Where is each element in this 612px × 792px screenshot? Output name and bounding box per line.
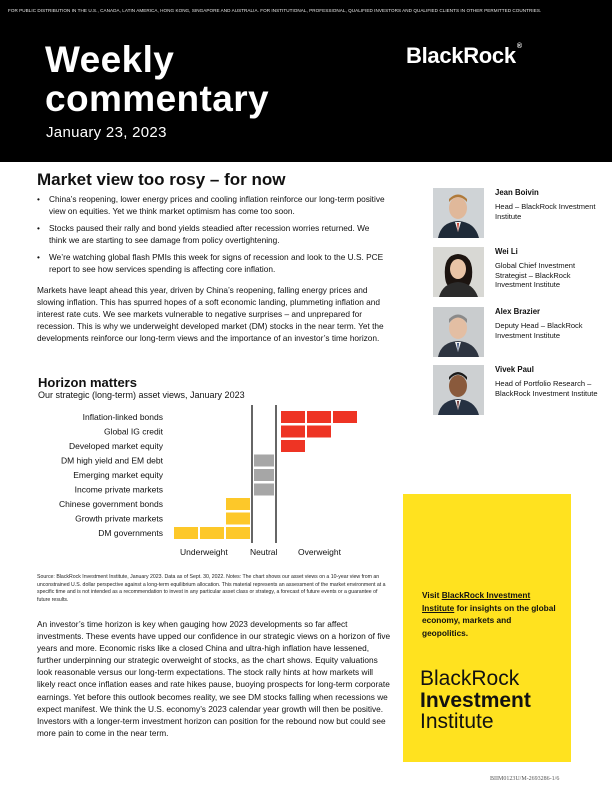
logo-line-1: BlackRock — [420, 667, 520, 690]
key-point: • China’s reopening, lower energy prices and cooling inflation reinforce our long-term positive view on equities. Yet we think market optimism has come too soon. — [37, 194, 389, 217]
body-paragraph: An investor’s time horizon is key when gauging how 2023 developments so far affect investments. These events have upped our confidence in our strategic views on a horizon of five years and more. Economic risks like a closed China and ultra-high inflation have lessened, further underpinning our strategic overweight of stocks, as the chart shows. Equity valuations look reasonable versus our long-term expectations. The stock rally hints at how markets will likely react once inflation eases and rate hikes pause, buoying prospects for long-term corporate earnings. Yet before this outlook becomes reality, we see DM stocks falling when recessions we expect manifest. We think the U.S. economy’s 2023 calendar year growth will then be positive. Investors with a longer-term investment horizon can position for the rebound now but could see more pain to come in the near term. — [37, 619, 391, 738]
underweight-axis-label: Underweight — [180, 547, 228, 557]
author-photo — [433, 365, 484, 415]
title-line-2: commentary — [45, 78, 270, 119]
category-label: Inflation-linked bonds — [82, 412, 163, 422]
chart-title: Horizon matters — [38, 375, 137, 390]
overweight-bar — [281, 440, 305, 452]
category-label: DM governments — [98, 528, 163, 538]
publication-date: January 23, 2023 — [46, 124, 167, 141]
underweight-bar — [226, 498, 250, 510]
overweight-bar — [307, 426, 331, 438]
promo-prefix: Visit — [422, 590, 442, 600]
author-card — [433, 188, 603, 238]
asset-views-chart — [30, 405, 360, 565]
author-role: Head – BlackRock Investment Institute — [495, 202, 596, 221]
portrait-icon — [433, 365, 484, 415]
overweight-bar — [307, 411, 331, 423]
chart-source-note: Source: BlackRock Investment Institute, January 2023. Data as of Sept. 30, 2022. Notes: The chart shows our asset views on a 10-year view from an unconstrained U.S. dollar perspective against a long-term equilibrium allocation. This material represents an assessment of the market environment at a specific time and is not intended as a recommendation to invest in any particular asset class or strategy, a forecast of future events or a guarantee of future results. — [37, 574, 386, 603]
author-name: Jean Boivin — [495, 188, 539, 197]
distribution-disclaimer: FOR PUBLIC DISTRIBUTION IN THE U.S., CANADA, LATIN AMERICA, HONG KONG, SINGAPORE AND AUSTRALIA. FOR INSTITUTIONAL, PROFESSIONAL, QUALIFIED INVESTORS AND QUALIFIED CLIENTS IN OTHER PERMITTED COUNTRIES. — [8, 8, 542, 13]
underweight-bar — [226, 513, 250, 525]
key-point: • We’re watching global flash PMIs this week for signs of recession and look to the U.S. PCE report to see how services spending is affecting core inflation. — [37, 252, 389, 275]
registered-mark: ® — [516, 43, 522, 50]
key-points-list — [37, 194, 389, 281]
category-label: Growth private markets — [75, 513, 163, 524]
category-label: Global IG credit — [103, 426, 163, 437]
author-card — [433, 365, 603, 415]
author-name: Vivek Paul — [495, 365, 534, 374]
portrait-icon — [433, 188, 484, 238]
page-title — [45, 40, 269, 118]
underweight-bar — [226, 527, 250, 539]
category-label: DM high yield and EM debt — [60, 455, 163, 466]
author-name: Alex Brazier — [495, 307, 541, 316]
overweight-bar — [333, 411, 357, 423]
category-label: Chinese government bonds — [59, 499, 163, 509]
overweight-bar — [281, 411, 305, 423]
logo-line-3: Institute — [420, 710, 494, 733]
portrait-icon — [433, 307, 484, 357]
promo-suffix: for insights on the global economy, markets and geopolitics. — [422, 602, 556, 638]
investment-institute-logo — [420, 668, 531, 733]
author-name: Wei Li — [495, 247, 518, 256]
author-photo — [433, 247, 484, 297]
author-role: Head of Portfolio Research – BlackRock Investment Institute — [495, 379, 598, 398]
category-label: Emerging market equity — [73, 470, 163, 480]
neutral-bar — [254, 469, 274, 481]
portrait-icon — [433, 247, 484, 297]
neutral-axis-label: Neutral — [250, 547, 278, 557]
category-label: Developed market equity — [68, 441, 163, 451]
author-photo — [433, 307, 484, 357]
chart-subtitle: Our strategic (long-term) asset views, January 2023 — [38, 390, 245, 400]
overweight-bar — [281, 426, 305, 438]
title-line-1: Weekly — [45, 39, 175, 80]
category-label: Income private markets — [74, 484, 163, 495]
header-banner — [0, 0, 612, 162]
overweight-axis-label: Overweight — [298, 547, 341, 557]
promo-text — [422, 589, 557, 639]
author-card — [433, 247, 603, 297]
institute-promo-box — [403, 494, 571, 762]
author-role: Deputy Head – BlackRock Investment Institute — [495, 321, 583, 340]
institute-link[interactable]: BlackRock Investment Institute — [422, 590, 531, 613]
author-card — [433, 307, 603, 357]
logo-text: BlackRock — [406, 43, 516, 68]
author-role: Global Chief Investment Strategist – BlackRock Investment Institute — [495, 261, 576, 289]
key-point: • Stocks paused their rally and bond yields steadied after recession worries returned. We think we are starting to see damage from policy overtightening. — [37, 223, 389, 246]
neutral-bar — [254, 484, 274, 496]
logo-line-2: Investment — [420, 688, 531, 712]
underweight-bar — [200, 527, 224, 539]
section-heading: Market view too rosy – for now — [37, 170, 286, 189]
author-photo — [433, 188, 484, 238]
intro-paragraph: Markets have leapt ahead this year, driven by China’s reopening, falling energy prices and slowing inflation. This has spurred hopes of a soft economic landing, plummeting inflation and interest rate cuts. We see markets vulnerable to negative surprises – and unprepared for recession. This is why we underweight developed market (DM) stocks in the near term. Yet the developments reinforce our long-term views and the importance of an investor’s time horizon. — [37, 285, 384, 343]
blackrock-logo — [406, 43, 522, 69]
neutral-bar — [254, 455, 274, 467]
underweight-bar — [174, 527, 198, 539]
document-code: BIIM0123U/M-2693286-1/6 — [490, 776, 560, 782]
